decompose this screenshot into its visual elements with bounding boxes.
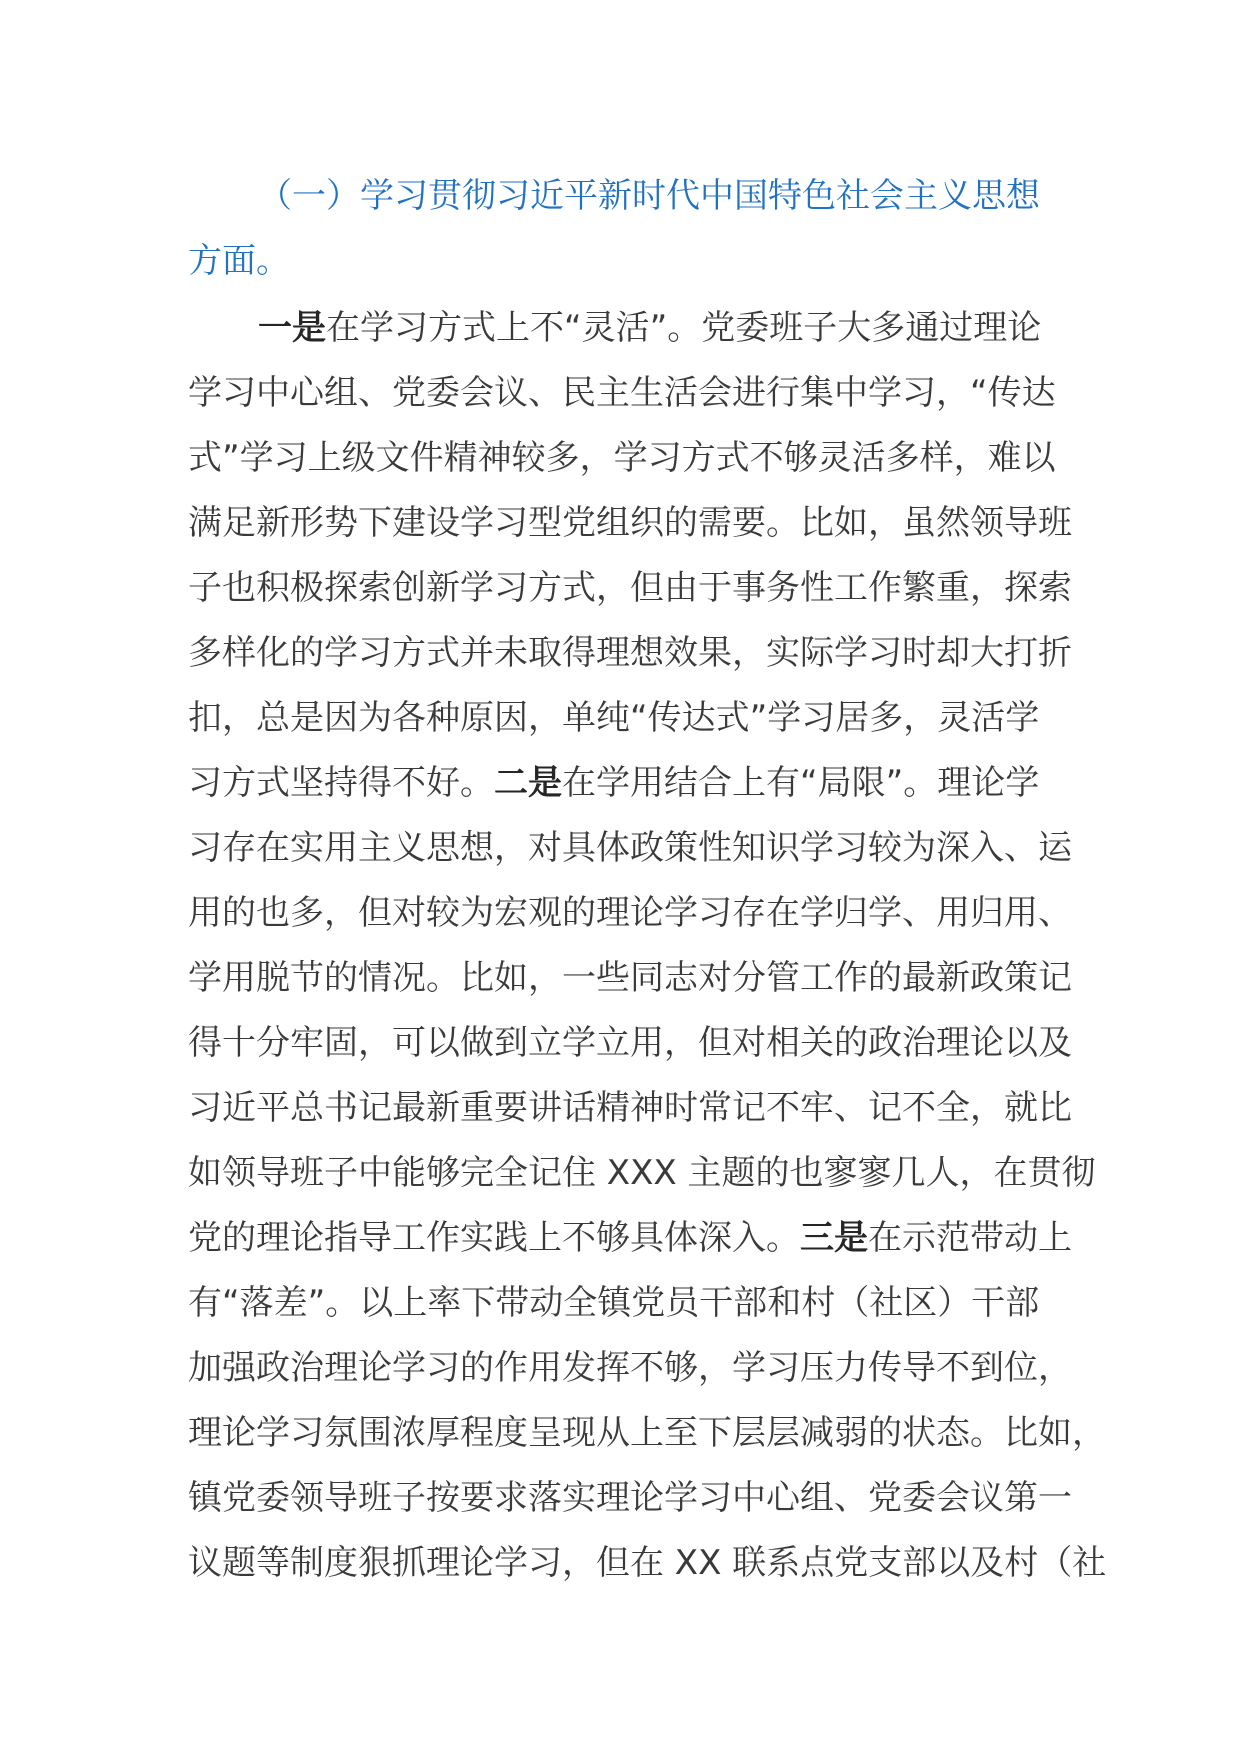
section-heading [188, 164, 1068, 294]
body-line: 理论学习氛围浓厚程度呈现从上至下层层减弱的状态。比如， [188, 1413, 1106, 1453]
body-line: 习方式坚持得不好。二是在学用结合上有“局限”。理论学 [188, 763, 1040, 803]
point-marker-1: 一是 [258, 308, 326, 348]
body-line: 学用脱节的情况。比如，一些同志对分管工作的最新政策记 [188, 958, 1072, 998]
body-line: 如领导班子中能够完全记住 XXX 主题的也寥寥几人，在贯彻 [188, 1153, 1096, 1193]
body-line: 子也积极探索创新学习方式，但由于事务性工作繁重，探索 [188, 568, 1072, 608]
section-heading-line-1: （一）学习贯彻习近平新时代中国特色社会主义思想方 [188, 176, 1040, 281]
body-line: 用的也多，但对较为宏观的理论学习存在学归学、用归用、 [188, 893, 1072, 933]
section-heading-line-2: 面。 [222, 241, 290, 281]
body-paragraph [188, 296, 1107, 1596]
body-line: 扣，总是因为各种原因，单纯“传达式”学习居多，灵活学 [188, 698, 1040, 738]
body-line: 学习中心组、党委会议、民主生活会进行集中学习，“传达 [188, 373, 1056, 413]
body-line: 习存在实用主义思想，对具体政策性知识学习较为深入、运 [188, 828, 1072, 868]
point-marker-3: 三是 [800, 1218, 868, 1258]
body-line: 议题等制度狠抓理论学习，但在 XX 联系点党支部以及村（社 [188, 1543, 1107, 1583]
body-line: 有“落差”。以上率下带动全镇党员干部和村（社区）干部 [188, 1283, 1040, 1323]
body-line: 镇党委领导班子按要求落实理论学习中心组、党委会议第一 [188, 1478, 1072, 1518]
point-marker-2: 二是 [494, 763, 562, 803]
body-line: 满足新形势下建设学习型党组织的需要。比如，虽然领导班 [188, 503, 1072, 543]
body-line: 党的理论指导工作实践上不够具体深入。三是在示范带动上 [188, 1218, 1072, 1258]
body-line: 多样化的学习方式并未取得理想效果，实际学习时却大打折 [188, 633, 1072, 673]
body-line: 得十分牢固，可以做到立学立用，但对相关的政治理论以及 [188, 1023, 1072, 1063]
body-line: 加强政治理论学习的作用发挥不够，学习压力传导不到位， [188, 1348, 1072, 1388]
body-line: 习近平总书记最新重要讲话精神时常记不牢、记不全，就比 [188, 1088, 1072, 1128]
body-line: 一是在学习方式上不“灵活”。党委班子大多通过理论 [258, 308, 1042, 348]
body-line: 式”学习上级文件精神较多，学习方式不够灵活多样，难以 [188, 438, 1056, 478]
